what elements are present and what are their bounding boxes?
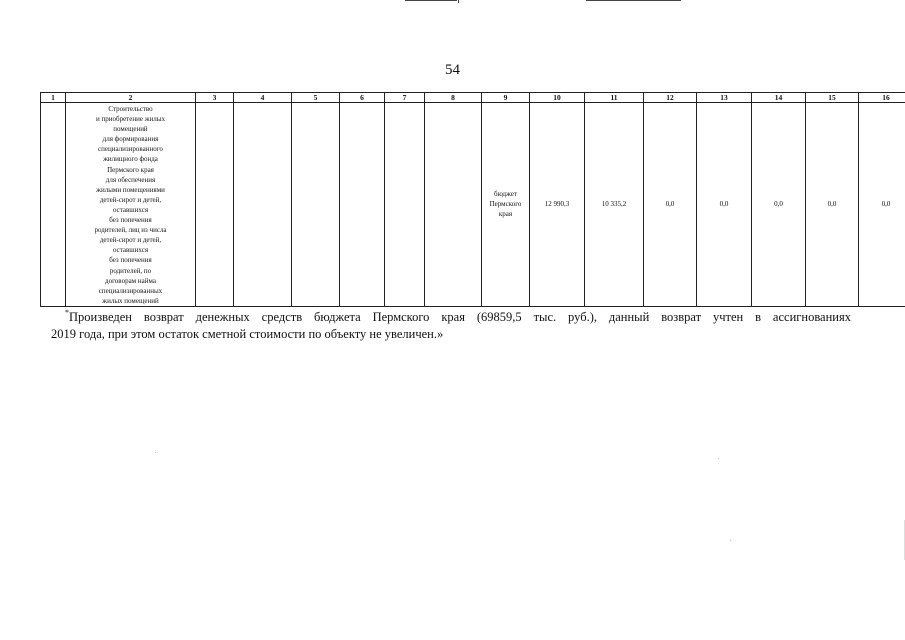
table-cell: [385, 103, 425, 307]
column-header: 9: [482, 93, 530, 103]
table-cell: [234, 103, 292, 307]
amount-cell: 0,0: [859, 103, 905, 307]
table-row: [41, 103, 905, 307]
page-number: 54: [445, 62, 460, 78]
scan-line-mark: [586, 0, 681, 1]
column-header: 3: [196, 93, 234, 103]
amount-cell: 0,0: [752, 103, 806, 307]
column-header: 4: [234, 93, 292, 103]
footnote-line-1: [65, 309, 851, 326]
row-number-cell: [41, 103, 66, 307]
column-header: 10: [530, 93, 585, 103]
table-cell: [292, 103, 340, 307]
column-header: 12: [644, 93, 697, 103]
column-header: 14: [752, 93, 806, 103]
column-header: 7: [385, 93, 425, 103]
column-header: 6: [340, 93, 385, 103]
table-header-row: [41, 93, 905, 103]
budget-table: [40, 92, 905, 307]
amount-cell: 0,0: [697, 103, 752, 307]
table-cell: [340, 103, 385, 307]
amount-cell: 10 335,2: [585, 103, 644, 307]
footnote-text-1: Произведен возврат денежных средств бюджета Пермского края (69859,5 тыс. руб.), данный возврат учтен в ассигнованиях: [69, 310, 851, 324]
scan-speck: [155, 452, 156, 453]
column-header: 5: [292, 93, 340, 103]
table-cell: [425, 103, 482, 307]
scan-line-mark: [405, 0, 457, 1]
funding-source-cell: бюджет Пермского края: [482, 103, 530, 307]
object-name-cell: Строительство и приобретение жилых помещений для формирования специализированного жилищного фонда Пермского края для обеспечения жилыми помещениями детей-сирот и детей, оставшихся без попечения родителей, лиц из числа детей-сирот и детей, оставшихся без попечения родителей, по договорам найма специализированных жилых помещений: [66, 103, 196, 307]
scan-tick-mark: [458, 0, 459, 3]
column-header: 2: [66, 93, 196, 103]
amount-cell: 0,0: [644, 103, 697, 307]
amount-cell: 0,0: [806, 103, 859, 307]
column-header: 11: [585, 93, 644, 103]
column-header: 15: [806, 93, 859, 103]
table-cell: [196, 103, 234, 307]
column-header: 16: [859, 93, 905, 103]
column-header: 13: [697, 93, 752, 103]
amount-cell: 12 990,3: [530, 103, 585, 307]
footnote-marker: *: [65, 308, 69, 317]
footnote-line-2: 2019 года, при этом остаток сметной стоимости по объекту не увеличен.»: [51, 327, 444, 341]
scan-speck: [730, 540, 731, 541]
column-header: 1: [41, 93, 66, 103]
column-header: 8: [425, 93, 482, 103]
scan-speck: [718, 458, 719, 459]
